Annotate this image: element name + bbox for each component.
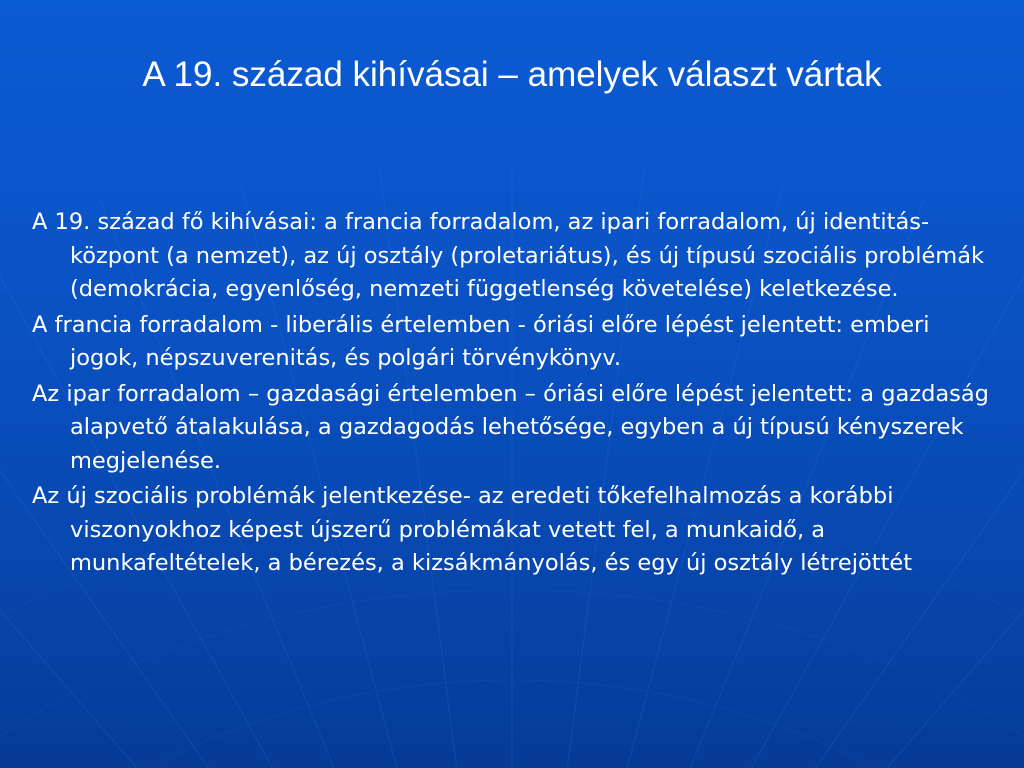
body-paragraph: A 19. század fő kihívásai: a francia forradalom, az ipari forradalom, új identitás-központ (a nemzet), az új osztály (proletariátus), és új típusú szociális problémák (demokrácia, egyenlőség, nemzeti függetlenség követelése) keletkezése.: [32, 209, 985, 302]
body-paragraph: Az ipar forradalom – gazdasági értelemben – óriási előre lépést jelentett: a gazdaság alapvető átalakulása, a gazdagodás lehetősége, egyben a új típusú kényszerek megjelenése.: [32, 380, 989, 474]
slide-title: A 19. század kihívásai – amelyek választ vártak: [142, 55, 882, 94]
body-paragraph: A francia forradalom - liberális értelemben - óriási előre lépést jelentett: emberi jogok, népszuverenitás, és polgári törvénykönyv.: [32, 311, 930, 371]
slide-body: [32, 206, 1002, 583]
body-paragraph: Az új szociális problémák jelentkezése- az eredeti tőkefelhalmozás a korábbi viszonyokhoz képest újszerű problémákat vetett fel, a munkaidő, a munkafeltételek, a bérezés, a kizsákmányolás, és egy új osztály létrejöttét: [32, 483, 913, 576]
